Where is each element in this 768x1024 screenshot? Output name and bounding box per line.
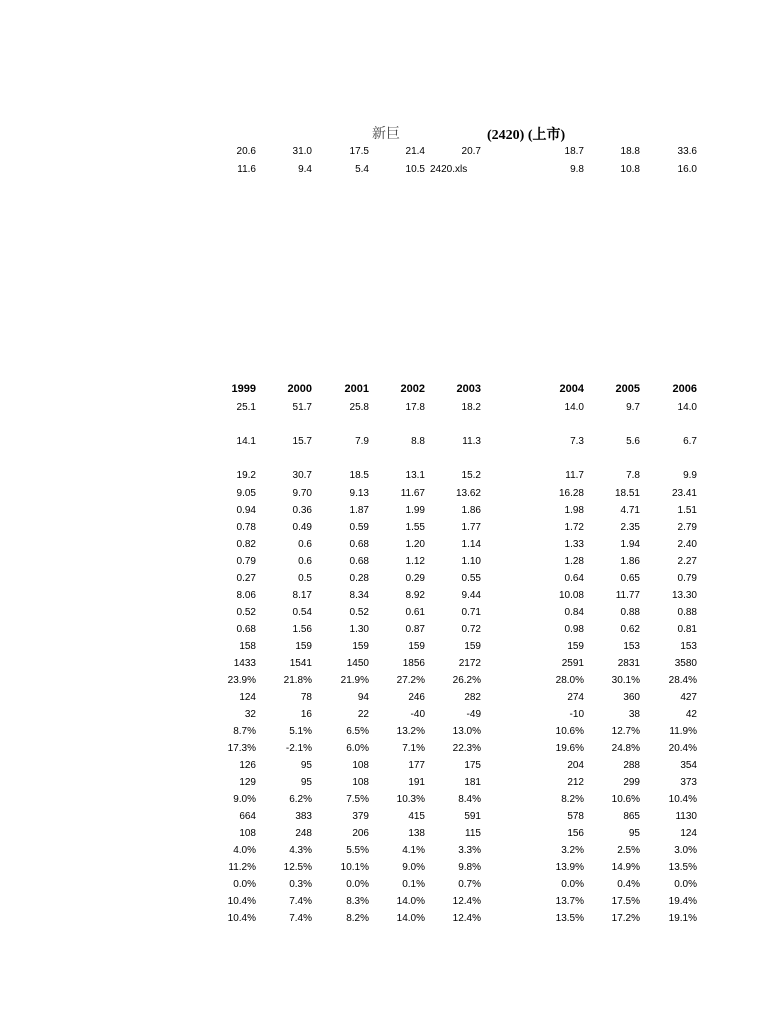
table-row bbox=[0, 808, 768, 825]
table-cell: 10.8 bbox=[620, 164, 640, 175]
table-cell: 13.2% bbox=[396, 726, 425, 737]
table-cell: 0.68 bbox=[349, 539, 369, 550]
table-cell: 8.2% bbox=[561, 794, 584, 805]
table-cell: 8.7% bbox=[233, 726, 256, 737]
table-cell: 1856 bbox=[402, 658, 425, 669]
table-cell: 2.79 bbox=[677, 522, 697, 533]
table-cell: 95 bbox=[628, 828, 640, 839]
table-row bbox=[0, 570, 768, 587]
table-cell: 138 bbox=[408, 828, 425, 839]
table-cell: 4.3% bbox=[289, 845, 312, 856]
table-cell: 9.7 bbox=[626, 402, 640, 413]
table-cell: 5.6 bbox=[626, 436, 640, 447]
table-cell: 0.3% bbox=[289, 879, 312, 890]
table-cell: 95 bbox=[300, 760, 312, 771]
table-cell: 11.9% bbox=[669, 726, 697, 737]
table-row bbox=[0, 519, 768, 536]
table-cell: 10.5 bbox=[405, 164, 425, 175]
table-cell: 664 bbox=[239, 811, 256, 822]
table-cell: 9.0% bbox=[402, 862, 425, 873]
table-cell: 3580 bbox=[674, 658, 697, 669]
table-cell: 2.35 bbox=[620, 522, 640, 533]
table-cell: 17.3% bbox=[227, 743, 256, 754]
table-cell: 22.3% bbox=[452, 743, 481, 754]
table-cell: 17.5 bbox=[349, 146, 369, 157]
table-cell: 1.72 bbox=[564, 522, 584, 533]
table-cell: 30.1% bbox=[611, 675, 640, 686]
table-cell: 415 bbox=[408, 811, 425, 822]
table-cell: 14.0% bbox=[396, 913, 425, 924]
table-cell: 14.0% bbox=[396, 896, 425, 907]
table-cell: 18.5 bbox=[349, 470, 369, 481]
table-cell: 1.28 bbox=[564, 556, 584, 567]
table-row bbox=[0, 467, 768, 484]
table-cell: 8.34 bbox=[349, 590, 369, 601]
table-cell: 4.1% bbox=[402, 845, 425, 856]
table-cell: 25.8 bbox=[349, 402, 369, 413]
table-cell: 33.6 bbox=[677, 146, 697, 157]
table-cell: 51.7 bbox=[292, 402, 312, 413]
table-cell: 15.2 bbox=[461, 470, 481, 481]
table-cell: 21.9% bbox=[340, 675, 369, 686]
table-cell: 6.7 bbox=[683, 436, 697, 447]
table-cell: 0.52 bbox=[349, 607, 369, 618]
table-row bbox=[0, 604, 768, 621]
table-cell: 17.5% bbox=[611, 896, 640, 907]
table-cell: 11.77 bbox=[615, 590, 640, 601]
summary-row bbox=[0, 161, 768, 178]
table-cell: 129 bbox=[239, 777, 256, 788]
table-cell: 0.62 bbox=[620, 624, 640, 635]
table-cell: 22 bbox=[357, 709, 369, 720]
table-cell: 1.30 bbox=[349, 624, 369, 635]
table-row bbox=[0, 587, 768, 604]
table-cell: 126 bbox=[239, 760, 256, 771]
table-cell: 0.68 bbox=[349, 556, 369, 567]
table-cell: 3.3% bbox=[458, 845, 481, 856]
table-row bbox=[0, 706, 768, 723]
table-cell: 10.4% bbox=[227, 913, 256, 924]
table-cell: 204 bbox=[567, 760, 584, 771]
table-cell: 156 bbox=[567, 828, 584, 839]
table-cell: -2.1% bbox=[285, 743, 312, 754]
year-header: 2005 bbox=[615, 383, 640, 395]
table-cell: 0.54 bbox=[292, 607, 312, 618]
table-row bbox=[0, 842, 768, 859]
table-cell: 0.72 bbox=[461, 624, 481, 635]
year-header: 2002 bbox=[400, 383, 425, 395]
table-cell: 18.7 bbox=[564, 146, 584, 157]
table-cell: 1.86 bbox=[461, 505, 481, 516]
table-cell: 27.2% bbox=[396, 675, 425, 686]
table-row bbox=[0, 791, 768, 808]
table-cell: 0.84 bbox=[564, 607, 584, 618]
table-cell: 0.88 bbox=[677, 607, 697, 618]
table-cell: 108 bbox=[239, 828, 256, 839]
table-cell: 8.4% bbox=[458, 794, 481, 805]
table-cell: 124 bbox=[680, 828, 697, 839]
table-cell: 0.52 bbox=[236, 607, 256, 618]
table-cell: 1433 bbox=[233, 658, 256, 669]
table-cell: 379 bbox=[352, 811, 369, 822]
table-cell: 0.64 bbox=[564, 573, 584, 584]
table-cell: 10.3% bbox=[396, 794, 425, 805]
table-cell: 5.4 bbox=[355, 164, 369, 175]
table-cell: 153 bbox=[623, 641, 640, 652]
table-cell: 21.8% bbox=[283, 675, 312, 686]
table-cell: 0.88 bbox=[620, 607, 640, 618]
table-cell: 0.59 bbox=[349, 522, 369, 533]
table-cell: 9.13 bbox=[349, 488, 369, 499]
table-cell: 1.86 bbox=[620, 556, 640, 567]
table-cell: 16 bbox=[300, 709, 312, 720]
table-cell: 8.2% bbox=[346, 913, 369, 924]
table-cell: 7.9 bbox=[355, 436, 369, 447]
table-cell: 13.9% bbox=[555, 862, 584, 873]
table-row bbox=[0, 536, 768, 553]
table-cell: 6.5% bbox=[346, 726, 369, 737]
table-cell: 175 bbox=[464, 760, 481, 771]
table-cell: 12.4% bbox=[452, 913, 481, 924]
table-row bbox=[0, 757, 768, 774]
table-cell: 26.2% bbox=[452, 675, 481, 686]
table-cell: 159 bbox=[567, 641, 584, 652]
table-cell: 124 bbox=[239, 692, 256, 703]
table-cell: 360 bbox=[623, 692, 640, 703]
table-row bbox=[0, 859, 768, 876]
table-cell: 246 bbox=[408, 692, 425, 703]
table-row bbox=[0, 893, 768, 910]
table-cell: 0.49 bbox=[292, 522, 312, 533]
table-cell: 248 bbox=[295, 828, 312, 839]
table-cell: 0.94 bbox=[236, 505, 256, 516]
table-cell: 9.8 bbox=[570, 164, 584, 175]
table-cell: 11.2% bbox=[228, 862, 256, 873]
table-row bbox=[0, 672, 768, 689]
table-cell: 13.7% bbox=[555, 896, 584, 907]
table-cell: 10.4% bbox=[668, 794, 697, 805]
table-cell: 11.6 bbox=[237, 164, 256, 175]
table-row bbox=[0, 621, 768, 638]
table-cell: 31.0 bbox=[292, 146, 312, 157]
year-header: 2004 bbox=[559, 383, 584, 395]
table-cell: 159 bbox=[352, 641, 369, 652]
table-cell: 4.0% bbox=[233, 845, 256, 856]
table-cell: 12.4% bbox=[452, 896, 481, 907]
table-cell: -40 bbox=[410, 709, 425, 720]
table-cell: 20.4% bbox=[668, 743, 697, 754]
table-cell: 0.1% bbox=[402, 879, 425, 890]
table-cell: 1130 bbox=[675, 811, 697, 822]
table-cell: 158 bbox=[239, 641, 256, 652]
table-cell: 0.0% bbox=[233, 879, 256, 890]
table-row bbox=[0, 502, 768, 519]
table-cell: 8.8 bbox=[411, 436, 425, 447]
table-cell: 5.1% bbox=[289, 726, 312, 737]
table-cell: 2831 bbox=[617, 658, 640, 669]
year-header: 2003 bbox=[456, 383, 481, 395]
table-cell: 20.6 bbox=[236, 146, 256, 157]
table-row bbox=[0, 774, 768, 791]
table-cell: 13.30 bbox=[671, 590, 697, 601]
table-cell: 13.0% bbox=[452, 726, 481, 737]
table-cell: 19.2 bbox=[236, 470, 256, 481]
table-cell: 181 bbox=[464, 777, 481, 788]
table-cell: 1.20 bbox=[405, 539, 425, 550]
table-row bbox=[0, 876, 768, 893]
table-cell: 21.4 bbox=[405, 146, 425, 157]
table-row bbox=[0, 399, 768, 416]
table-cell: 23.9% bbox=[227, 675, 256, 686]
table-cell: 108 bbox=[352, 760, 369, 771]
table-cell: 1450 bbox=[346, 658, 369, 669]
table-cell: 10.4% bbox=[227, 896, 256, 907]
table-cell: 14.9% bbox=[611, 862, 640, 873]
table-cell: 191 bbox=[408, 777, 425, 788]
table-cell: 5.5% bbox=[346, 845, 369, 856]
year-header-row bbox=[0, 381, 768, 398]
table-cell: 0.87 bbox=[405, 624, 425, 635]
table-cell: 3.2% bbox=[561, 845, 584, 856]
table-cell: 1.94 bbox=[620, 539, 640, 550]
table-cell: 383 bbox=[295, 811, 312, 822]
table-cell: 177 bbox=[408, 760, 425, 771]
table-cell: 0.81 bbox=[677, 624, 697, 635]
table-cell: 108 bbox=[352, 777, 369, 788]
table-cell: 1.77 bbox=[461, 522, 481, 533]
table-cell: 14.0 bbox=[564, 402, 584, 413]
table-cell: 0.61 bbox=[405, 607, 425, 618]
table-cell: 11.67 bbox=[400, 488, 425, 499]
sheet-title-code: (2420) (上市) bbox=[487, 128, 566, 143]
year-header: 2000 bbox=[287, 383, 312, 395]
table-cell: 1.12 bbox=[405, 556, 425, 567]
table-row bbox=[0, 638, 768, 655]
table-row bbox=[0, 553, 768, 570]
table-cell: 28.4% bbox=[668, 675, 697, 686]
table-cell: 18.51 bbox=[614, 488, 640, 499]
table-cell: 0.78 bbox=[236, 522, 256, 533]
table-cell: 2.40 bbox=[677, 539, 697, 550]
table-cell: 7.3 bbox=[570, 436, 584, 447]
table-cell: 9.05 bbox=[236, 488, 256, 499]
year-header: 2006 bbox=[672, 383, 697, 395]
table-cell: 7.4% bbox=[289, 896, 312, 907]
table-cell: 17.2% bbox=[611, 913, 640, 924]
table-cell: 354 bbox=[680, 760, 697, 771]
table-row bbox=[0, 825, 768, 842]
table-cell: 10.1% bbox=[340, 862, 369, 873]
table-cell: -49 bbox=[466, 709, 481, 720]
table-cell: 0.28 bbox=[349, 573, 369, 584]
table-cell: 0.6 bbox=[298, 556, 312, 567]
table-cell: 1.14 bbox=[461, 539, 481, 550]
table-cell: 13.62 bbox=[455, 488, 481, 499]
table-cell: 18.8 bbox=[620, 146, 640, 157]
table-cell: 0.4% bbox=[617, 879, 640, 890]
table-cell: 1.87 bbox=[349, 505, 369, 516]
table-cell: 0.6 bbox=[298, 539, 312, 550]
table-cell: 1.51 bbox=[677, 505, 697, 516]
table-row bbox=[0, 485, 768, 502]
table-cell: 28.0% bbox=[555, 675, 584, 686]
table-cell: 10.6% bbox=[611, 794, 640, 805]
table-cell: 18.2 bbox=[461, 402, 481, 413]
table-cell: 7.1% bbox=[402, 743, 425, 754]
table-cell: 0.55 bbox=[461, 573, 481, 584]
table-cell: 11.7 bbox=[565, 470, 584, 481]
table-cell: 0.36 bbox=[292, 505, 312, 516]
table-cell: 0.5 bbox=[298, 573, 312, 584]
table-cell: 16.28 bbox=[558, 488, 584, 499]
table-cell: 0.79 bbox=[677, 573, 697, 584]
table-cell: 19.6% bbox=[555, 743, 584, 754]
table-cell: 159 bbox=[464, 641, 481, 652]
table-cell: 153 bbox=[680, 641, 697, 652]
table-cell: 19.1% bbox=[668, 913, 697, 924]
table-cell: 159 bbox=[408, 641, 425, 652]
table-cell: 1.10 bbox=[461, 556, 481, 567]
table-cell: 13.5% bbox=[668, 862, 697, 873]
table-cell: 0.68 bbox=[236, 624, 256, 635]
table-cell: 2.27 bbox=[677, 556, 697, 567]
table-cell: 9.44 bbox=[461, 590, 481, 601]
table-cell: 1.98 bbox=[564, 505, 584, 516]
table-cell: 0.82 bbox=[236, 539, 256, 550]
table-cell: 2591 bbox=[561, 658, 584, 669]
table-cell: 274 bbox=[567, 692, 584, 703]
table-cell: 6.2% bbox=[289, 794, 312, 805]
table-row bbox=[0, 910, 768, 927]
file-name-label: 2420.xls bbox=[430, 164, 468, 175]
table-row bbox=[0, 723, 768, 740]
table-cell: 24.8% bbox=[611, 743, 640, 754]
table-cell: 1.56 bbox=[292, 624, 312, 635]
table-cell: 1.99 bbox=[405, 505, 425, 516]
table-cell: 206 bbox=[352, 828, 369, 839]
table-cell: 10.08 bbox=[558, 590, 584, 601]
table-cell: 20.7 bbox=[461, 146, 481, 157]
table-cell: 0.29 bbox=[405, 573, 425, 584]
table-cell: 282 bbox=[464, 692, 481, 703]
table-cell: 7.4% bbox=[289, 913, 312, 924]
table-cell: 0.0% bbox=[561, 879, 584, 890]
table-cell: 0.71 bbox=[461, 607, 481, 618]
table-cell: 19.4% bbox=[668, 896, 697, 907]
table-cell: 11.3 bbox=[462, 436, 481, 447]
table-cell: 288 bbox=[623, 760, 640, 771]
table-cell: 0.0% bbox=[674, 879, 697, 890]
table-cell: 2172 bbox=[458, 658, 481, 669]
table-cell: 13.5% bbox=[555, 913, 584, 924]
table-cell: 1.33 bbox=[564, 539, 584, 550]
table-cell: 12.7% bbox=[611, 726, 640, 737]
table-cell: 115 bbox=[465, 828, 481, 839]
table-cell: 0.98 bbox=[564, 624, 584, 635]
table-cell: 9.70 bbox=[292, 488, 312, 499]
table-cell: 10.6% bbox=[555, 726, 584, 737]
sheet-title-name: 新巨 bbox=[372, 126, 400, 142]
table-cell: 23.41 bbox=[671, 488, 697, 499]
year-header: 2001 bbox=[344, 383, 369, 395]
table-cell: 9.9 bbox=[683, 470, 697, 481]
table-cell: 0.65 bbox=[620, 573, 640, 584]
table-cell: 94 bbox=[357, 692, 369, 703]
table-cell: 1541 bbox=[289, 658, 312, 669]
table-row bbox=[0, 655, 768, 672]
table-cell: 25.1 bbox=[236, 402, 256, 413]
table-cell: 38 bbox=[628, 709, 640, 720]
table-cell: 6.0% bbox=[346, 743, 369, 754]
table-cell: 78 bbox=[300, 692, 312, 703]
table-cell: 9.0% bbox=[233, 794, 256, 805]
table-row bbox=[0, 433, 768, 450]
table-row bbox=[0, 689, 768, 706]
table-cell: 32 bbox=[244, 709, 256, 720]
table-cell: 9.4 bbox=[298, 164, 312, 175]
table-cell: 8.3% bbox=[346, 896, 369, 907]
table-cell: 299 bbox=[623, 777, 640, 788]
table-cell: 0.7% bbox=[458, 879, 481, 890]
table-cell: 7.5% bbox=[346, 794, 369, 805]
table-cell: 8.92 bbox=[405, 590, 425, 601]
table-cell: 865 bbox=[623, 811, 640, 822]
table-cell: 427 bbox=[680, 692, 697, 703]
table-row bbox=[0, 740, 768, 757]
table-cell: 3.0% bbox=[674, 845, 697, 856]
table-cell: 13.1 bbox=[405, 470, 425, 481]
table-cell: 591 bbox=[464, 811, 481, 822]
table-cell: 16.0 bbox=[677, 164, 697, 175]
table-cell: 9.8% bbox=[458, 862, 481, 873]
table-cell: 14.0 bbox=[677, 402, 697, 413]
table-cell: 14.1 bbox=[236, 436, 256, 447]
year-header: 1999 bbox=[231, 383, 256, 395]
table-cell: 30.7 bbox=[292, 470, 312, 481]
table-cell: 0.0% bbox=[346, 879, 369, 890]
table-cell: 0.79 bbox=[236, 556, 256, 567]
table-cell: 4.71 bbox=[620, 505, 640, 516]
table-cell: -10 bbox=[569, 709, 584, 720]
table-cell: 8.06 bbox=[236, 590, 256, 601]
table-cell: 95 bbox=[300, 777, 312, 788]
table-cell: 42 bbox=[685, 709, 697, 720]
table-cell: 15.7 bbox=[292, 436, 312, 447]
table-cell: 1.55 bbox=[405, 522, 425, 533]
table-cell: 212 bbox=[567, 777, 584, 788]
table-cell: 373 bbox=[680, 777, 697, 788]
table-cell: 159 bbox=[295, 641, 312, 652]
table-cell: 17.8 bbox=[405, 402, 425, 413]
summary-row bbox=[0, 143, 768, 160]
table-cell: 578 bbox=[567, 811, 584, 822]
table-cell: 7.8 bbox=[626, 470, 640, 481]
table-cell: 2.5% bbox=[617, 845, 640, 856]
table-cell: 8.17 bbox=[292, 590, 312, 601]
table-cell: 0.27 bbox=[236, 573, 256, 584]
table-cell: 12.5% bbox=[283, 862, 312, 873]
